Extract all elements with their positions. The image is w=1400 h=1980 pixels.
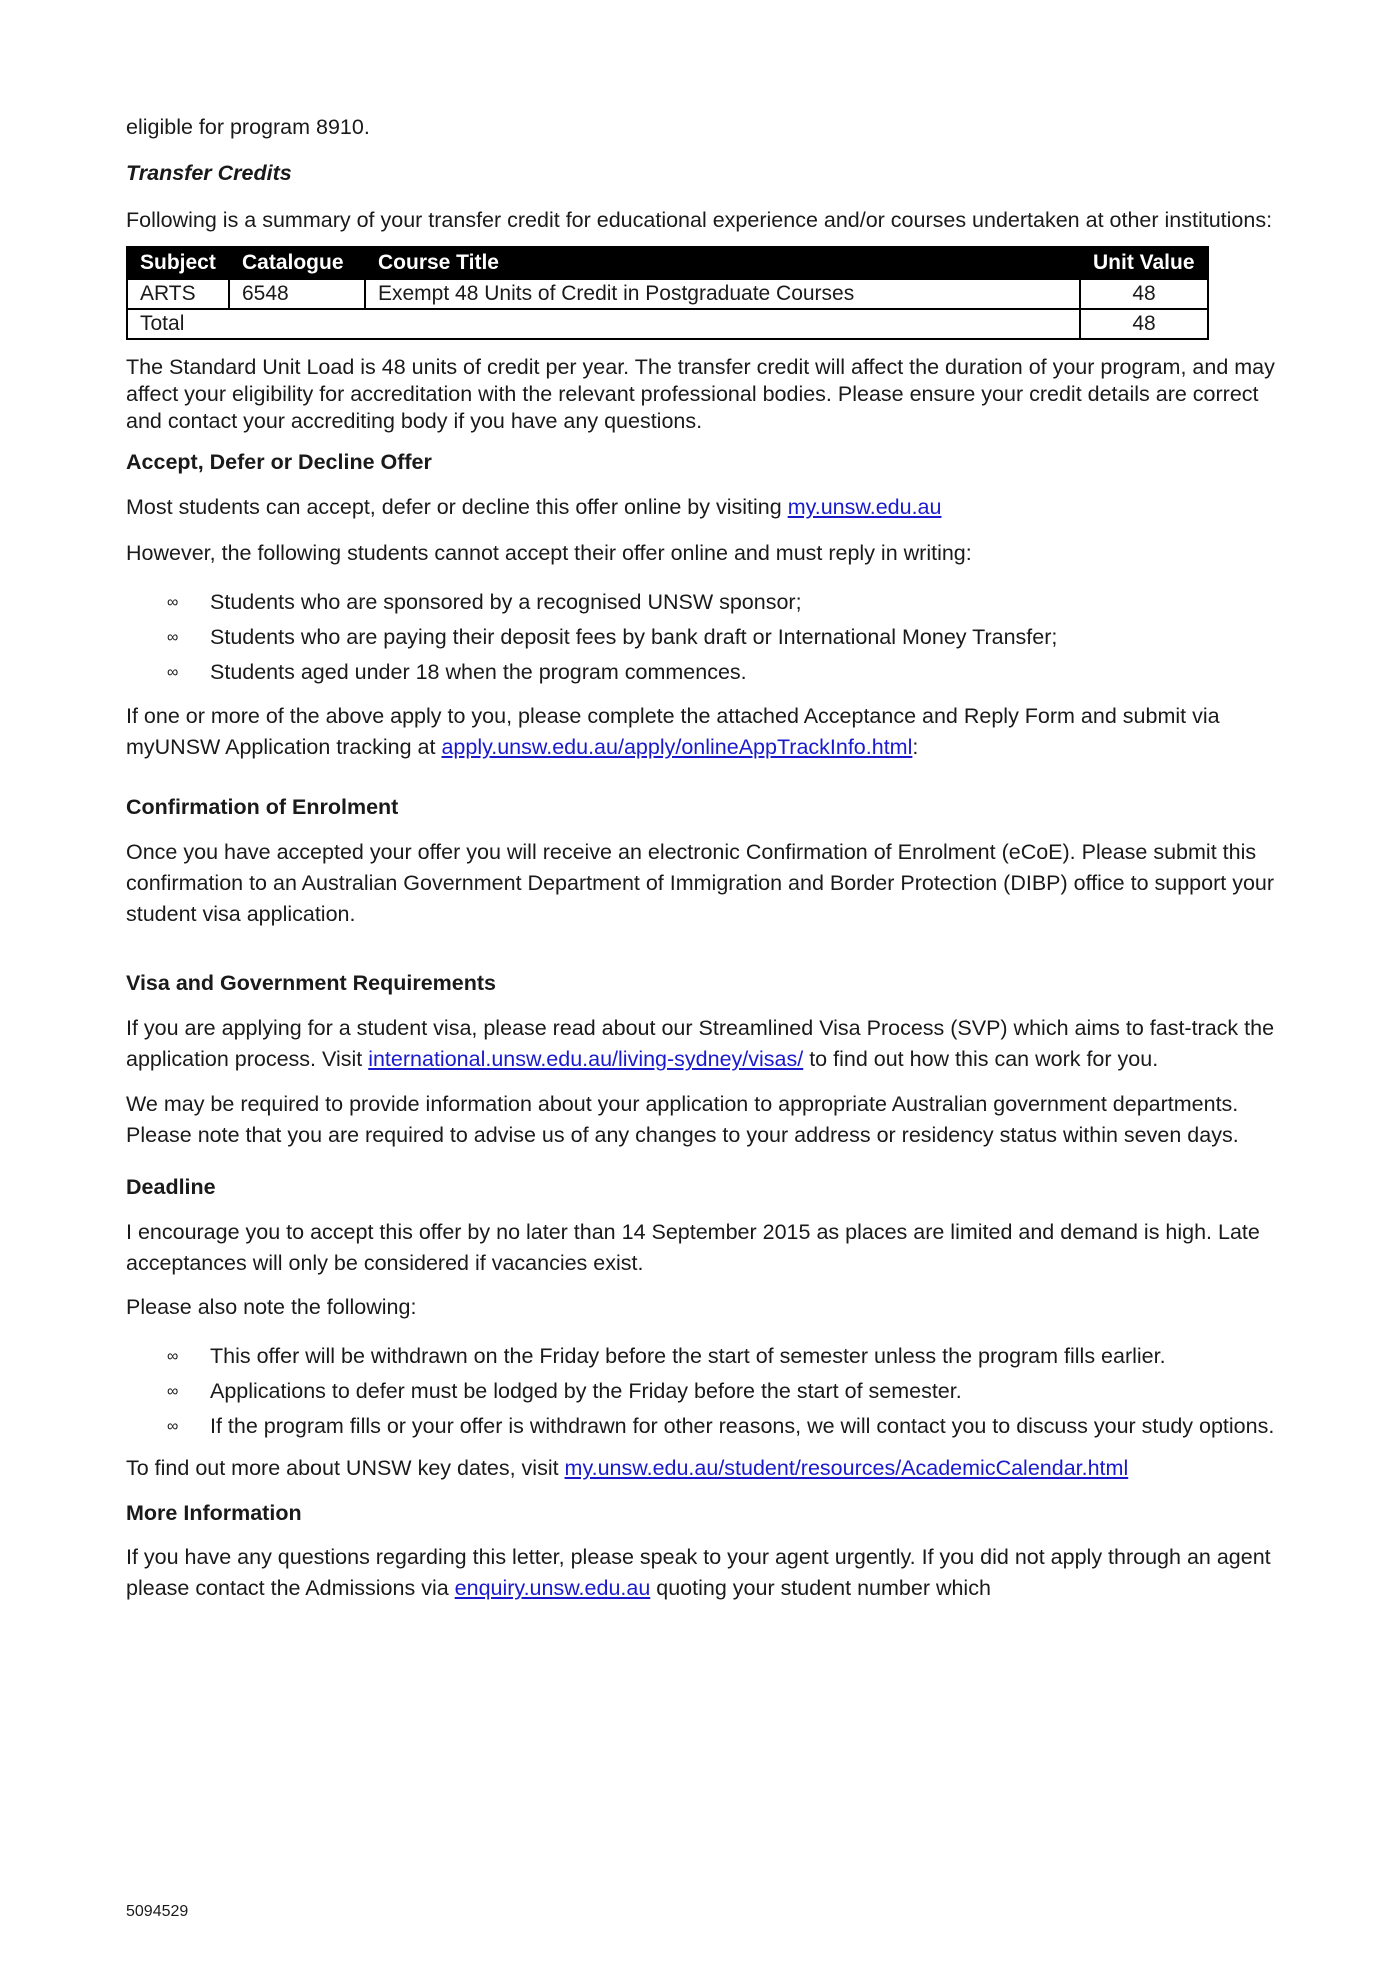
list-item: ∞ If the program fills or your offer is withdrawn for other reasons, we will contact you to discuss your study options.: [126, 1411, 1276, 1442]
cell-catalogue: 6548: [229, 279, 365, 309]
accept-heading: Accept, Defer or Decline Offer: [126, 450, 432, 474]
deadline-text: I encourage you to accept this offer by no later than 14 September 2015 as places are limited and demand is high. Late acceptances will only be considered if vacancies exist.: [126, 1220, 1260, 1275]
transfer-credit-table: [126, 246, 1209, 340]
writing-students-list: [126, 587, 1276, 688]
list-item: ∞ This offer will be withdrawn on the Friday before the start of semester unless the program fills earlier.: [126, 1341, 1276, 1372]
transfer-credits-text: Following is a summary of your transfer credit for educational experience and/or courses undertaken at other institutions:: [126, 208, 1273, 232]
more-info-text: If you have any questions regarding this letter, please speak to your agent urgently. If you did not apply through an agent please contact the Admissions via enquiry.unsw.edu.au quoting your student number which: [126, 1545, 1271, 1600]
visa-text: If you are applying for a student visa, please read about our Streamlined Visa Process (SVP) which aims to fast-track the application process. Visit international.unsw.edu.au/living-sydney/visas/ to find out how this can work for you.: [126, 1016, 1275, 1071]
gov-info-text: We may be required to provide information about your application to appropriate Australian government departments. Please note that you are required to advise us of any changes to your address or residency status within seven days.: [126, 1092, 1239, 1147]
table-total-row: [127, 309, 1208, 339]
academic-calendar-link[interactable]: my.unsw.edu.au/student/resources/AcademicCalendar.html: [564, 1456, 1129, 1480]
confirmation-text: Once you have accepted your offer you will receive an electronic Confirmation of Enrolment (eCoE). Please submit this confirmation to an Australian Government Department of Immigration and Border Protection (DIBP) office to support your student visa application.: [126, 840, 1275, 926]
deadline-heading: Deadline: [126, 1175, 216, 1199]
myunsw-link[interactable]: my.unsw.edu.au: [787, 495, 942, 519]
visa-heading: Visa and Government Requirements: [126, 971, 496, 995]
header-course-title: Course Title: [365, 247, 1080, 279]
accept-online-text: [126, 492, 1276, 523]
header-unit-value: Unit Value: [1080, 247, 1208, 279]
transfer-credits-heading: Transfer Credits: [126, 161, 292, 185]
accept-online-prefix: Most students can accept, defer or decline this offer online by visiting: [126, 495, 788, 519]
letter-content: [126, 112, 1276, 1604]
cell-unit-value: 48: [1080, 279, 1208, 309]
key-dates-text: To find out more about UNSW key dates, visit my.unsw.edu.au/student/resources/AcademicCalendar.html: [126, 1456, 1129, 1480]
bullet-icon: ∞: [167, 1418, 179, 1435]
accept-writing-text: However, the following students cannot accept their offer online and must reply in writing:: [126, 541, 972, 565]
deadline-notes-list: [126, 1341, 1276, 1442]
note-following-text: Please also note the following:: [126, 1295, 417, 1319]
total-label: Total: [127, 309, 1080, 339]
footer-document-code: 5094529: [126, 1903, 189, 1920]
intro-line: eligible for program 8910.: [126, 115, 370, 139]
bullet-icon: ∞: [167, 1383, 179, 1400]
list-item: ∞ Students aged under 18 when the program commences.: [126, 657, 1276, 688]
visa-link[interactable]: international.unsw.edu.au/living-sydney/visas/: [368, 1047, 804, 1071]
cell-subject: ARTS: [127, 279, 229, 309]
acceptance-form-text: If one or more of the above apply to you, please complete the attached Acceptance and Reply Form and submit via myUNSW Application tracking at apply.unsw.edu.au/apply/onlineAppTrackInfo.html:: [126, 704, 1220, 759]
unit-load-note: The Standard Unit Load is 48 units of credit per year. The transfer credit will affect the duration of your program, and may affect your eligibility for accreditation with the relevant professional bodies. Please ensure your credit details are correct and contact your accrediting body if you have any questions.: [126, 355, 1275, 433]
list-item: ∞ Students who are sponsored by a recognised UNSW sponsor;: [126, 587, 1276, 618]
more-info-heading: More Information: [126, 1501, 302, 1525]
list-item: ∞ Students who are paying their deposit fees by bank draft or International Money Transfer;: [126, 622, 1276, 653]
total-value: 48: [1080, 309, 1208, 339]
cell-course-title: Exempt 48 Units of Credit in Postgraduate Courses: [365, 279, 1080, 309]
table-row: [127, 279, 1208, 309]
header-subject: Subject: [127, 247, 229, 279]
confirmation-heading: Confirmation of Enrolment: [126, 795, 399, 819]
table-header-row: [127, 247, 1208, 279]
bullet-icon: ∞: [167, 629, 179, 646]
bullet-icon: ∞: [167, 1348, 179, 1365]
app-tracking-link[interactable]: apply.unsw.edu.au/apply/onlineAppTrackInfo.html: [441, 735, 913, 759]
bullet-icon: ∞: [167, 664, 179, 681]
bullet-icon: ∞: [167, 594, 179, 611]
list-item: ∞ Applications to defer must be lodged by the Friday before the start of semester.: [126, 1376, 1276, 1407]
enquiry-link[interactable]: enquiry.unsw.edu.au: [454, 1576, 651, 1600]
header-catalogue: Catalogue: [229, 247, 365, 279]
